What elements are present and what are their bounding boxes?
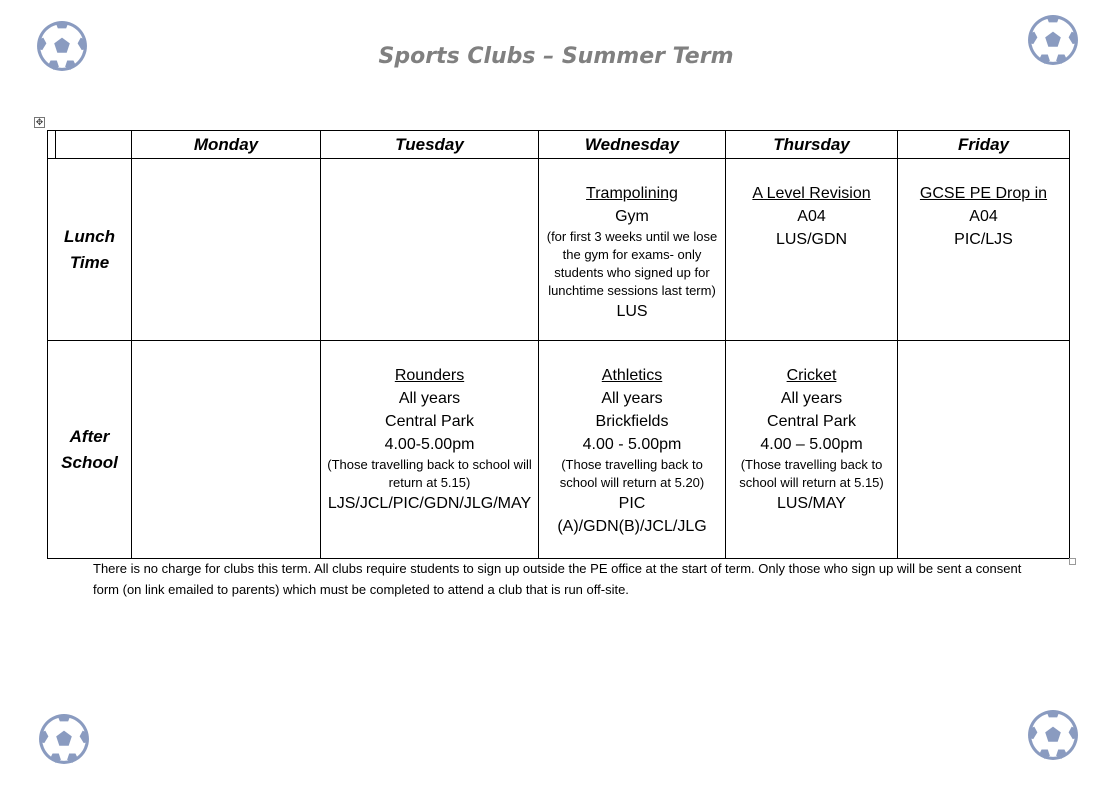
table-resize-handle[interactable] [1069,558,1076,565]
club-venue: Central Park [385,413,474,430]
club-time: 4.00 – 5.00pm [760,436,863,453]
club-venue: Gym [615,208,649,225]
row-label-line: After [69,426,110,446]
cell-after-tuesday [321,341,539,559]
after-school-row [48,341,1070,559]
page-title: Sports Clubs – Summer Term [378,44,734,69]
footer-note: There is no charge for clubs this term. All clubs require students to sign up outside the PE office at the start of term. Only those who sign up will be sent a consent form (on link emailed to parents) which must be completed to attend a club that is run off-site. [93,561,1022,597]
timetable [47,130,1070,559]
day-header-friday: Friday [898,131,1070,159]
row-header-after-school [48,341,132,559]
club-staff: (A)/GDN(B)/JCL/JLG [557,518,707,535]
cell-lunch-tuesday [321,159,539,341]
day-header-wednesday: Wednesday [539,131,726,159]
club-note: (Those travelling back to school will return at 5.15) [327,457,532,490]
club-name: Cricket [786,367,837,384]
football-icon [1027,709,1079,761]
club-staff: PIC [618,495,646,512]
club-venue: A04 [797,208,826,225]
football-icon [38,713,90,765]
row-label-line: Lunch [64,226,115,246]
club-note: (Those travelling back to school will return at 5.20) [559,457,705,490]
cell-after-thursday [726,341,898,559]
table-move-icon[interactable]: ✥ [35,117,44,127]
club-name: Athletics [601,367,663,384]
club-staff: LJS/JCL/PIC/GDN/JLG/MAY [327,495,532,512]
club-venue: Central Park [767,413,856,430]
club-staff: LUS/MAY [776,495,847,512]
club-staff: LUS/GDN [775,231,848,248]
cell-lunch-thursday [726,159,898,341]
club-time: 4.00-5.00pm [384,436,475,453]
club-years: All years [780,390,843,407]
club-staff: LUS [616,303,648,320]
cell-after-friday [898,341,1070,559]
club-name: Trampolining [586,185,678,202]
cell-lunch-friday [898,159,1070,341]
day-header-tuesday: Tuesday [321,131,539,159]
club-note: (for first 3 weeks until we lose the gym for exams- only students who signed up for lunchtime sessions last term) [546,229,718,298]
cell-lunch-wednesday [539,159,726,341]
club-years: All years [398,390,461,407]
header-row [48,131,1070,159]
club-time: 4.00 - 5.00pm [582,436,682,453]
club-years: All years [601,390,663,407]
club-name: A Level Revision [752,185,871,202]
club-name: GCSE PE Drop in [919,185,1048,202]
row-label-line: Time [69,252,110,272]
club-venue: Brickfields [595,413,669,430]
club-venue: A04 [969,208,998,225]
day-header-monday: Monday [132,131,321,159]
day-header-thursday: Thursday [726,131,898,159]
cell-after-monday [132,341,321,559]
cell-lunch-monday [132,159,321,341]
club-note: (Those travelling back to school will return at 5.15) [739,457,884,490]
club-staff: PIC/LJS [954,231,1013,248]
club-name: Rounders [394,367,465,384]
row-label-line: School [61,452,118,472]
corner-cell [48,131,132,159]
lunch-row [48,159,1070,341]
cell-after-wednesday [539,341,726,559]
row-header-lunch [48,159,132,341]
